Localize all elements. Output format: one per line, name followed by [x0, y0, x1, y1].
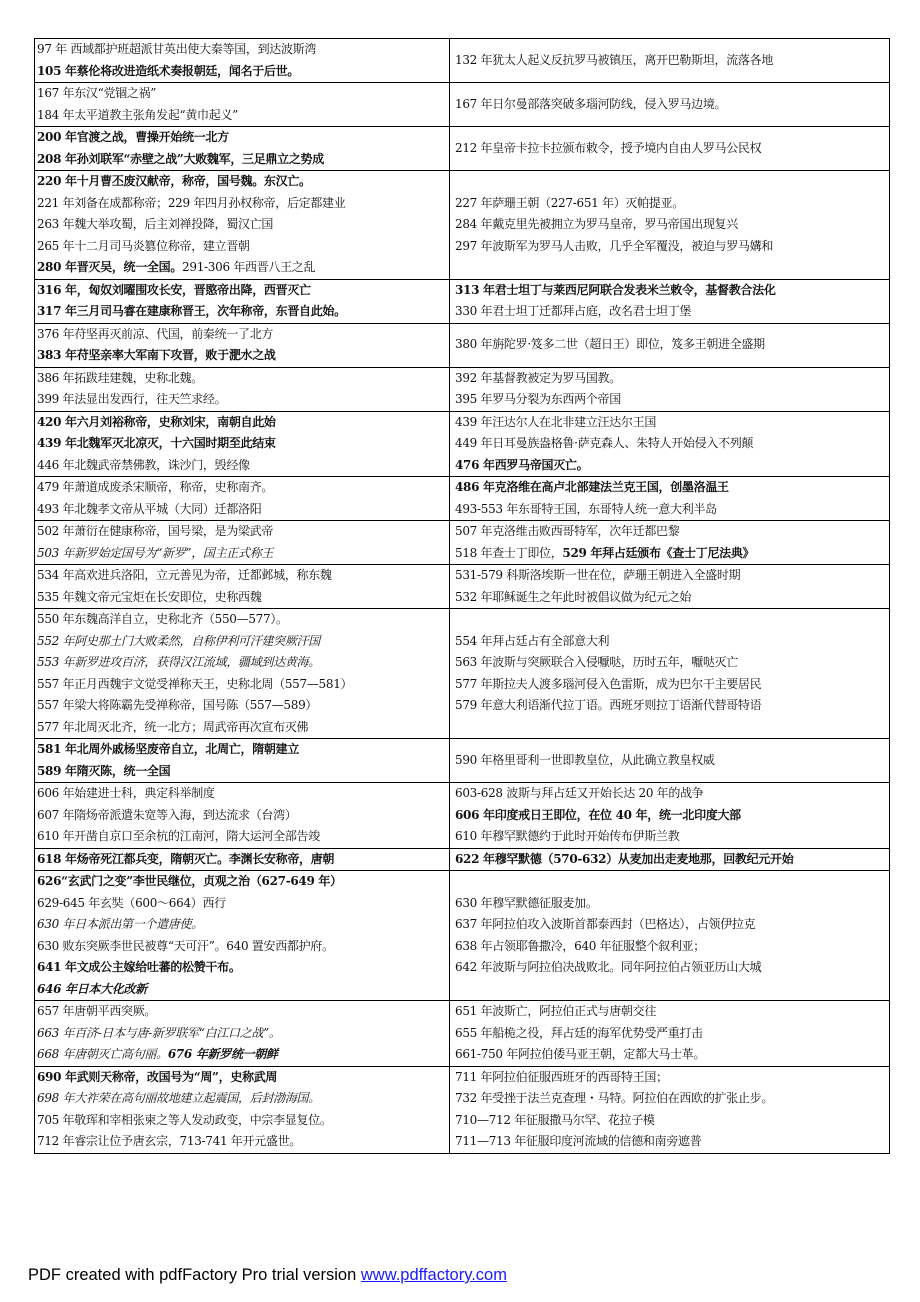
timeline-entry: 629-645 年玄奘（600～664）西行 [37, 895, 226, 910]
timeline-entry: 534 年高欢进兵洛阳，立元善见为帝，迁都邺城，称东魏 [37, 568, 332, 582]
table-row [35, 171, 890, 280]
table-row [35, 609, 890, 739]
china-events-cell [35, 521, 450, 565]
timeline-entry: 439 年汪达尔人在北非建立汪达尔王国 [455, 414, 657, 429]
timeline-entry: 711 年阿拉伯征服西班牙的西哥特王国； [455, 1069, 668, 1084]
table-row [35, 279, 890, 323]
china-events-cell [35, 609, 450, 739]
blank-line [455, 871, 887, 893]
timeline-entry: 663 年百济-日本与唐-新罗联军“白江口之战”。 [37, 1025, 281, 1040]
world-events-cell [450, 477, 890, 521]
timeline-entry: 646 年日本大化改新 [37, 981, 147, 996]
china-events-cell [35, 367, 450, 411]
blank-line [455, 979, 887, 1001]
china-events-cell [35, 1066, 450, 1153]
timeline-table [34, 38, 890, 1154]
timeline-entry: 503 年新罗始定国号为“新罗”，国主正式称王 [37, 545, 274, 560]
timeline-entry: 590 年格里哥利一世即教皇位，从此确立教皇权威 [455, 752, 715, 767]
timeline-entry: 284 年戴克里先被拥立为罗马皇帝，罗马帝国出现复兴 [455, 217, 738, 231]
table-row [35, 323, 890, 367]
china-events-cell [35, 411, 450, 477]
china-events-cell [35, 83, 450, 127]
timeline-entry: 392 年基督教被定为罗马国教。 [455, 370, 621, 385]
world-events-cell [450, 39, 890, 83]
world-events-cell [450, 565, 890, 609]
table-row [35, 848, 890, 871]
timeline-entry-segment: 529 年拜占廷颁布《查士丁尼法典》 [562, 545, 755, 560]
timeline-entry: 630 败东突厥李世民被尊“天可汗”。640 置安西都护府。 [37, 938, 334, 953]
timeline-entry: 449 年日耳曼族盎格鲁·萨克森人、朱特人开始侵入不列颠 [455, 436, 754, 450]
world-events-cell [450, 171, 890, 280]
timeline-entry: 711—713 年征服印度河流域的信德和南旁遮普 [455, 1134, 702, 1148]
timeline-entry [37, 1044, 447, 1066]
timeline-entry: 618 年炀帝死江都兵变，隋朝灭亡。李渊长安称帝，唐朝 [37, 851, 335, 866]
timeline-entry-segment: 291-306 年西晋八王之乱 [182, 260, 316, 274]
timeline-entry: 554 年拜占廷占有全部意大利 [455, 633, 610, 648]
timeline-entry: 486 年克洛维在高卢北部建法兰克王国，创墨洛温王 [455, 480, 729, 494]
timeline-entry-segment: 676 年新罗统一朝鲜 [167, 1047, 278, 1061]
timeline-entry: 265 年十二月司马炎篡位称帝，建立晋朝 [37, 238, 250, 253]
timeline-entry: 610 年开凿自京口至余杭的江南河，隋大运河全部告竣 [37, 829, 320, 843]
table-row [35, 1001, 890, 1067]
timeline-entry: 589 年隋灭陈，统一全国 [37, 763, 171, 778]
timeline-entry: 531-579 科斯洛埃斯一世在位，萨珊王朝进入全盛时期 [455, 568, 741, 582]
timeline-entry: 557 年梁大将陈霸先受禅称帝，国号陈（557—589） [37, 698, 318, 712]
timeline-entry: 610 年穆罕默德约于此时开始传布伊斯兰教 [455, 829, 680, 843]
china-events-cell [35, 279, 450, 323]
timeline-entry: 446 年北魏武帝禁佛教，诛沙门，毁经像 [37, 457, 250, 472]
timeline-entry: 630 年日本派出第一个遣唐使。 [37, 917, 203, 931]
timeline-entry: 383 年苻坚亲率大军南下攻晋，败于淝水之战 [37, 348, 276, 362]
timeline-entry: 386 年拓跋珪建魏，史称北魏。 [37, 370, 203, 385]
timeline-entry: 557 年正月西魏宇文觉受禅称天王，史称北周（557—581） [37, 676, 353, 691]
timeline-entry: 420 年六月刘裕称帝，史称刘宋，南朝自此始 [37, 414, 276, 429]
timeline-entry: 200 年官渡之战，曹操开始统一北方 [37, 130, 229, 144]
timeline-entry: 439 年北魏军灭北凉灭，十六国时期至此结束 [37, 436, 276, 450]
timeline-entry: 227 年萨珊王朝（227-651 年）灭帕提亚。 [455, 195, 684, 210]
timeline-entry: 581 年北周外戚杨坚废帝自立，北周亡，隋朝建立 [37, 742, 300, 756]
china-events-cell [35, 565, 450, 609]
timeline-entry: 705 年敬珲和宰相张柬之等人发动政变，中宗李显复位。 [37, 1112, 332, 1127]
world-events-cell [450, 783, 890, 849]
timeline-entry: 313 年君士坦丁与莱西尼阿联合发表米兰敕令，基督教合法化 [455, 282, 776, 297]
china-events-cell [35, 848, 450, 871]
timeline-entry-segment: 280 年晋灭吴，统一全国。 [37, 260, 183, 274]
china-events-cell [35, 323, 450, 367]
timeline-entry: 579 年意大利语渐代拉丁语。西班牙则拉丁语渐代替哥特语 [455, 698, 762, 712]
table-row [35, 871, 890, 1001]
china-events-cell [35, 39, 450, 83]
world-events-cell [450, 279, 890, 323]
china-events-cell [35, 739, 450, 783]
timeline-entry: 626“玄武门之变”李世民继位，贞观之治（627-649 年） [37, 874, 342, 888]
timeline-entry: 263 年魏大举攻蜀，后主刘禅投降，蜀汉亡国 [37, 217, 274, 231]
timeline-entry-segment: 518 年查士丁即位， [455, 545, 563, 560]
china-events-cell [35, 783, 450, 849]
timeline-entry: 637 年阿拉伯攻入波斯首都泰西封（巴格达），占领伊拉克 [455, 917, 756, 931]
timeline-entry: 330 年君士坦丁迁都拜占庭，改名君士坦丁堡 [455, 304, 692, 318]
timeline-entry: 698 年大祚荣在高句丽故地建立起震国，后封渤海国。 [37, 1091, 320, 1105]
table-row [35, 739, 890, 783]
timeline-entry: 380 年旃陀罗·笈多二世（超日王）即位，笈多王朝进全盛期 [455, 337, 765, 352]
timeline-entry: 535 年魏文帝元宝炬在长安即位，史称西魏 [37, 589, 262, 604]
timeline-entry: 476 年西罗马帝国灭亡。 [455, 457, 589, 472]
table-row [35, 521, 890, 565]
world-events-cell [450, 739, 890, 783]
table-row [35, 83, 890, 127]
timeline-entry: 657 年唐朝平西突厥。 [37, 1004, 157, 1018]
timeline-entry: 603-628 波斯与拜占廷又开始长达 20 年的战争 [455, 786, 704, 800]
timeline-entry: 641 年文成公主嫁给吐蕃的松赞干布。 [37, 960, 241, 974]
world-events-cell [450, 127, 890, 171]
timeline-entry: 607 年隋炀帝派遣朱宽等入海，到达流求（台湾） [37, 807, 297, 822]
blank-line [455, 257, 887, 279]
table-row [35, 39, 890, 83]
timeline-entry: 651 年波斯亡，阿拉伯正式与唐朝交往 [455, 1004, 657, 1018]
world-events-cell [450, 323, 890, 367]
timeline-entry: 167 年日尔曼部落突破多瑙河防线，侵入罗马边境。 [455, 96, 727, 111]
blank-line [455, 717, 887, 739]
timeline-entry [37, 257, 447, 279]
timeline-entry: 184 年太平道教主张角发起“黄巾起义” [37, 107, 238, 122]
timeline-entry: 507 年克洛维击败西哥特军，次年迁都巴黎 [455, 524, 680, 538]
table-row [35, 411, 890, 477]
timeline-entry: 221 年刘备在成都称帝；229 年四月孙权称帝，后定都建业 [37, 195, 346, 210]
world-events-cell [450, 871, 890, 1001]
timeline-entry: 577 年斯拉夫人渡多瑙河侵入色雷斯，成为巴尔干主要居民 [455, 676, 762, 691]
world-events-cell [450, 609, 890, 739]
world-events-cell [450, 367, 890, 411]
timeline-entry: 317 年三月司马睿在建康称晋王，次年称帝，东晋自此始。 [37, 304, 346, 318]
timeline-entry: 132 年犹太人起义反抗罗马被镇压，离开巴勒斯坦，流落各地 [455, 52, 774, 67]
table-row [35, 127, 890, 171]
table-row [35, 1066, 890, 1153]
china-events-cell [35, 477, 450, 521]
timeline-entry: 661-750 年阿拉伯倭马亚王朝，定都大马士革。 [455, 1047, 706, 1061]
timeline-entry: 395 年罗马分裂为东西两个帝国 [455, 392, 621, 406]
table-row [35, 783, 890, 849]
timeline-entry: 208 年孙刘联军“赤壁之战”大败魏军，三足鼎立之势成 [37, 151, 324, 166]
timeline-entry: 642 年波斯与阿拉伯决战败北。同年阿拉伯占领亚历山大城 [455, 960, 762, 974]
china-events-cell [35, 171, 450, 280]
world-events-cell [450, 1066, 890, 1153]
table-row [35, 367, 890, 411]
timeline-entry [455, 543, 887, 565]
china-events-cell [35, 871, 450, 1001]
table-row [35, 565, 890, 609]
timeline-entry: 606 年印度戒日王即位，在位 40 年，统一北印度大部 [455, 807, 741, 822]
timeline-entry: 105 年蔡伦将改进造纸术奏报朝廷，闻名于后世。 [37, 63, 300, 78]
timeline-entry: 638 年占领耶鲁撒冷，640 年征服整个叙利亚； [455, 938, 705, 953]
timeline-entry: 493-553 年东哥特王国，东哥特人统一意大利半岛 [455, 501, 717, 516]
timeline-entry-segment: 668 年唐朝灭亡高句丽。 [37, 1047, 168, 1061]
china-events-cell [35, 127, 450, 171]
timeline-entry: 606 年始建进士科，典定科举制度 [37, 786, 215, 800]
timeline-entry: 577 年北周灭北齐，统一北方；周武帝再次宣布灭佛 [37, 719, 309, 734]
world-events-cell [450, 1001, 890, 1067]
timeline-entry: 712 年睿宗让位予唐玄宗，713-741 年开元盛世。 [37, 1134, 301, 1148]
timeline-entry: 220 年十月曹丕废汉献帝，称帝，国号魏。东汉亡。 [37, 174, 311, 188]
blank-line [455, 171, 887, 193]
timeline-entry: 622 年穆罕默德（570-632）从麦加出走麦地那，回教纪元开始 [455, 851, 794, 866]
timeline-entry: 97 年 西域都护班超派甘英出使大秦等国，到达波斯湾 [37, 42, 317, 56]
timeline-entry: 732 年受挫于法兰克查理・马特。阿拉伯在西欧的扩张止步。 [455, 1091, 774, 1105]
timeline-entry: 532 年耶稣诞生之年此时被倡议做为纪元之始 [455, 589, 692, 604]
timeline-entry: 502 年萧衍在健康称帝，国号梁，是为梁武帝 [37, 524, 274, 538]
timeline-entry: 316 年，匈奴刘曜围攻长安，晋愍帝出降，西晋灭亡 [37, 282, 311, 297]
world-events-cell [450, 521, 890, 565]
footer-text: PDF created with pdfFactory Pro trial version [28, 1266, 361, 1284]
timeline-entry: 630 年穆罕默德征服麦加。 [455, 895, 598, 910]
timeline-entry: 493 年北魏孝文帝从平城（大同）迁都洛阳 [37, 501, 262, 516]
timeline-entry: 376 年苻坚再灭前凉、代国，前秦统一了北方 [37, 326, 274, 341]
world-events-cell [450, 411, 890, 477]
timeline-entry: 690 年武则天称帝，改国号为“周”，史称武周 [37, 1069, 278, 1084]
pdf-footer [28, 1266, 507, 1285]
timeline-entry: 710—712 年征服撒马尔罕、花拉子模 [455, 1112, 655, 1127]
blank-line [455, 609, 887, 631]
timeline-entry: 553 年新罗进攻百济，获得汉江流域，疆域到达黄海。 [37, 655, 320, 669]
timeline-entry: 550 年东魏高洋自立，史称北齐（550—577）。 [37, 612, 288, 626]
footer-link[interactable]: www.pdffactory.com [360, 1266, 507, 1284]
timeline-body [35, 39, 890, 1154]
timeline-entry: 297 年波斯军为罗马人击败，几乎全军覆没，被迫与罗马媾和 [455, 238, 774, 253]
china-events-cell [35, 1001, 450, 1067]
timeline-entry: 552 年阿史那土门大败柔然，自称伊利可汗建突厥汗国 [37, 633, 320, 648]
timeline-entry: 479 年萧道成废杀宋顺帝，称帝，史称南齐。 [37, 480, 274, 494]
timeline-entry: 212 年皇帝卡拉卡拉颁布敕令，授予境内自由人罗马公民权 [455, 140, 762, 155]
timeline-entry: 399 年法显出发西行，往天竺求经。 [37, 392, 227, 406]
table-row [35, 477, 890, 521]
timeline-entry: 655 年船桅之役，拜占廷的海军优势受严重打击 [455, 1025, 703, 1040]
world-events-cell [450, 848, 890, 871]
world-events-cell [450, 83, 890, 127]
timeline-entry: 167 年东汉“党锢之祸” [37, 86, 157, 100]
timeline-entry: 563 年波斯与突厥联合入侵嚈哒，历时五年，嚈哒灭亡 [455, 655, 738, 669]
